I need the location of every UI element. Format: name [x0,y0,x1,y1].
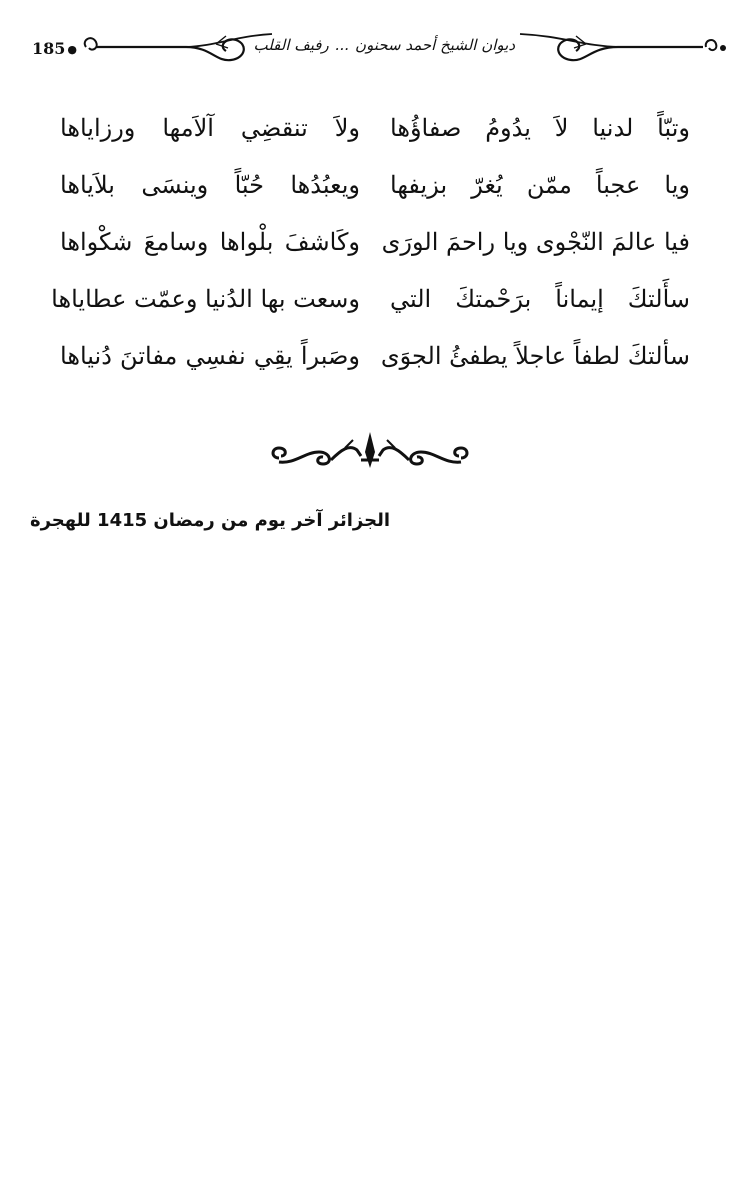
verse-second-hemistich: ولاَ تنقضِي آلاَمها ورزاياها [60,114,360,142]
verse-first-hemistich: سأَلتكَ إيماناً برَحْمتكَ التي [390,285,690,313]
title-separator: ... [334,36,350,54]
section-title: رفيف القلب [253,36,329,54]
running-header [28,22,728,72]
bullet-icon: ● [67,43,78,56]
verse-second-hemistich: وكَاشفَ بلْواها وسامعَ شكْواها [60,228,360,256]
ornament-divider-icon [265,428,475,476]
header-title [253,36,518,54]
book-title: ديوان الشيخ أحمد سحنون [355,36,515,54]
verse-line [60,214,690,271]
left-header-flourish [76,22,276,72]
page-number-value: 185 [32,39,66,58]
verse-second-hemistich: وصَبراً يقِي نفسِي مفاتنَ دُنياها [60,342,360,370]
verse-second-hemistich: ويعبُدُها حُبّاً وينسَى بلاَياها [60,171,360,199]
page-number [32,39,77,58]
verse-second-hemistich: وسعت بها الدُنيا وعمّت عطاياها [51,285,360,313]
poem [51,100,690,385]
verse-first-hemistich: فيا عالمَ النّجْوى ويا راحمَ الورَى [381,228,690,256]
verse-first-hemistich: وتبّاً لدنيا لاَ يدُومُ صفاؤُها [390,114,690,142]
verse-line [60,328,690,385]
verse-first-hemistich: سألتكَ لطفاً عاجلاً يطفئُ الجوَى [380,342,690,370]
verse-line [60,100,690,157]
verse-line [51,271,690,328]
verse-first-hemistich: ويا عجباً ممّن يُغرّ بزيفها [390,171,690,199]
closing-note: الجزائر آخر يوم من رمضان 1415 للهجرة [29,510,390,531]
right-header-flourish [518,22,728,72]
verse-line [60,157,690,214]
